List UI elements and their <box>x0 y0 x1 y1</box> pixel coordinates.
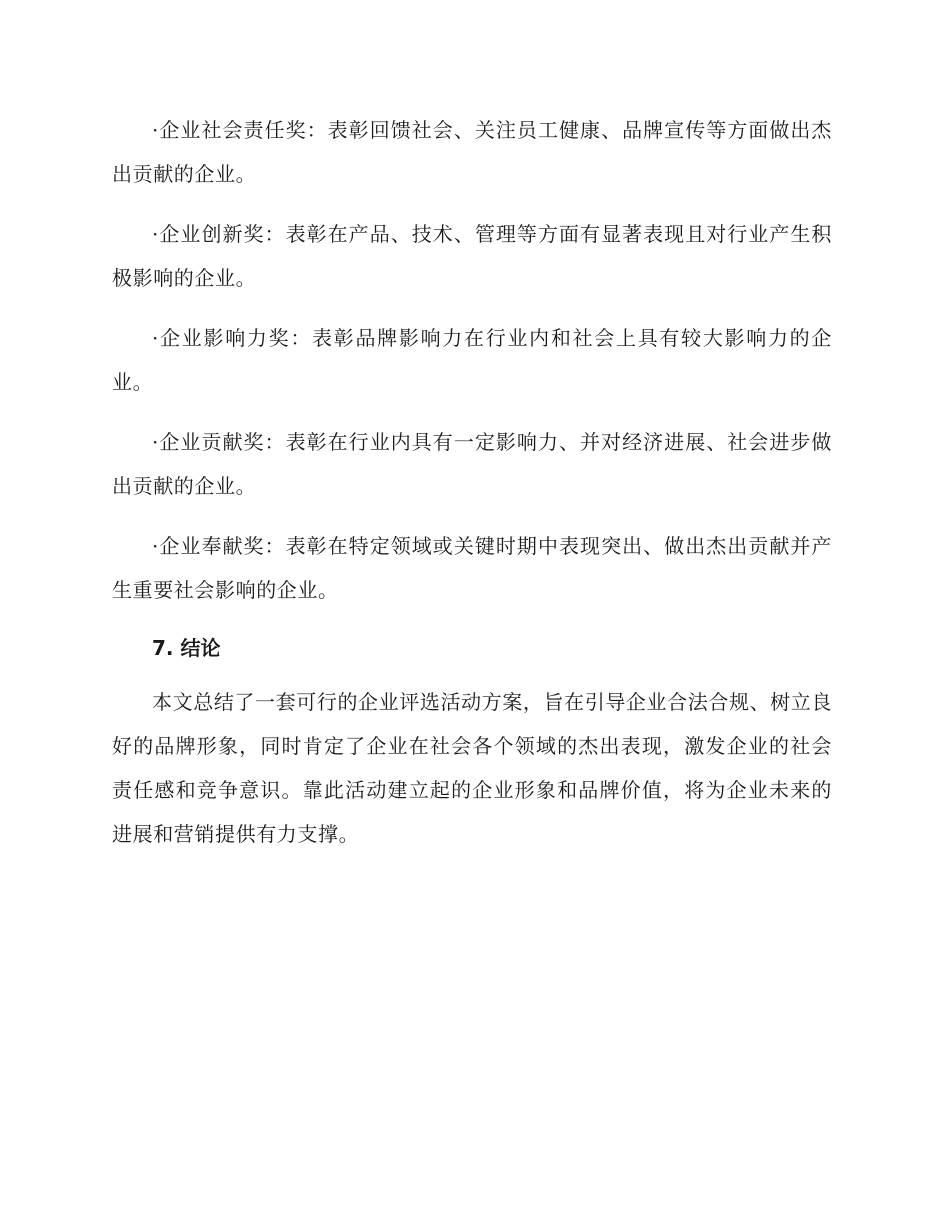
section-heading-conclusion: 7. 结论 <box>152 636 221 660</box>
award-contribution: ·企业贡献奖：表彰在行业内具有一定影响力、并对经济进展、社会进步做出贡献的企业。 <box>112 430 832 498</box>
document-body <box>112 108 832 872</box>
award-dedication: ·企业奉献奖：表彰在特定领域或关键时期中表现突出、做出杰出贡献并产生重要社会影响的企业。 <box>112 534 832 602</box>
award-influence: ·企业影响力奖：表彰品牌影响力在行业内和社会上具有较大影响力的企业。 <box>112 326 832 394</box>
award-innovation: ·企业创新奖：表彰在产品、技术、管理等方面有显著表现且对行业产生积极影响的企业。 <box>112 222 832 290</box>
award-social-responsibility: ·企业社会责任奖：表彰回馈社会、关注员工健康、品牌宣传等方面做出杰出贡献的企业。 <box>112 118 832 186</box>
conclusion-paragraph: 本文总结了一套可行的企业评选活动方案，旨在引导企业合法合规、树立良好的品牌形象，同时肯定了企业在社会各个领域的杰出表现，激发企业的社会责任感和竞争意识。靠此活动建立起的企业形象和品牌价值，将为企业未来的进展和营销提供有力支撑。 <box>112 690 832 846</box>
